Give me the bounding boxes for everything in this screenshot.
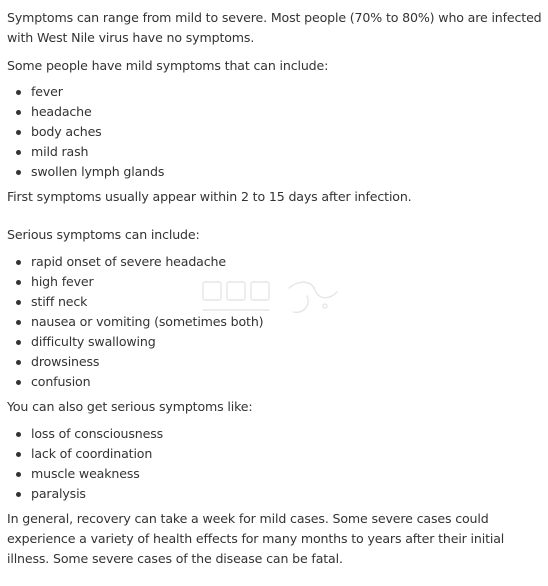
- list-item: [31, 252, 543, 272]
- bullet-icon: [16, 260, 21, 265]
- bullet-icon: [16, 130, 21, 135]
- list-item-text: body aches: [31, 124, 102, 139]
- list-item: [31, 332, 543, 352]
- list-item: [31, 292, 543, 312]
- bullet-icon: [16, 340, 21, 345]
- list-item: [31, 312, 543, 332]
- list-item: [31, 82, 543, 102]
- list-item: [31, 142, 543, 162]
- bullet-icon: [16, 280, 21, 285]
- bullet-icon: [16, 90, 21, 95]
- bullet-icon: [16, 472, 21, 477]
- list-item-text: headache: [31, 104, 92, 119]
- bullet-icon: [16, 492, 21, 497]
- bullet-icon: [16, 320, 21, 325]
- bullet-icon: [16, 432, 21, 437]
- also-serious-list: [7, 424, 543, 504]
- recovery-paragraph: In general, recovery can take a week for mild cases. Some severe cases could experience a variety of health effects for many months to years after their initial illness. Some severe cases of the disease can be fatal.: [7, 511, 505, 566]
- bullet-icon: [16, 300, 21, 305]
- list-item-text: mild rash: [31, 144, 89, 159]
- list-item-text: stiff neck: [31, 294, 88, 309]
- list-item: [31, 464, 543, 484]
- bullet-icon: [16, 452, 21, 457]
- list-item-text: paralysis: [31, 486, 86, 501]
- list-item: [31, 122, 543, 142]
- list-item: [31, 484, 543, 504]
- list-item-text: lack of coordination: [31, 446, 153, 461]
- mild-symptoms-list: [7, 82, 543, 182]
- list-item-text: swollen lymph glands: [31, 164, 165, 179]
- list-item-text: nausea or vomiting (sometimes both): [31, 314, 264, 329]
- bullet-icon: [16, 380, 21, 385]
- list-item: [31, 444, 543, 464]
- bullet-icon: [16, 110, 21, 115]
- list-item-text: drowsiness: [31, 354, 100, 369]
- serious-symptoms-list: [7, 252, 543, 392]
- list-item: [31, 102, 543, 122]
- list-item: [31, 424, 543, 444]
- list-item-text: loss of consciousness: [31, 426, 164, 441]
- also-serious-intro: You can also get serious symptoms like:: [7, 399, 253, 414]
- list-item-text: difficulty swallowing: [31, 334, 156, 349]
- mild-symptoms-intro: Some people have mild symptoms that can include:: [7, 58, 329, 73]
- list-item: [31, 352, 543, 372]
- first-symptoms-paragraph: First symptoms usually appear within 2 to 15 days after infection.: [7, 189, 412, 204]
- bullet-icon: [16, 150, 21, 155]
- list-item-text: fever: [31, 84, 63, 99]
- list-item: [31, 162, 543, 182]
- list-item-text: confusion: [31, 374, 91, 389]
- bullet-icon: [16, 360, 21, 365]
- list-item-text: high fever: [31, 274, 94, 289]
- bullet-icon: [16, 170, 21, 175]
- serious-symptoms-intro: Serious symptoms can include:: [7, 227, 200, 242]
- list-item-text: muscle weakness: [31, 466, 140, 481]
- intro-paragraph: Symptoms can range from mild to severe. Most people (70% to 80%) who are infected with West Nile virus have no symptoms.: [7, 10, 542, 45]
- article-body: [7, 8, 543, 569]
- list-item: [31, 272, 543, 292]
- list-item-text: rapid onset of severe headache: [31, 254, 226, 269]
- list-item: [31, 372, 543, 392]
